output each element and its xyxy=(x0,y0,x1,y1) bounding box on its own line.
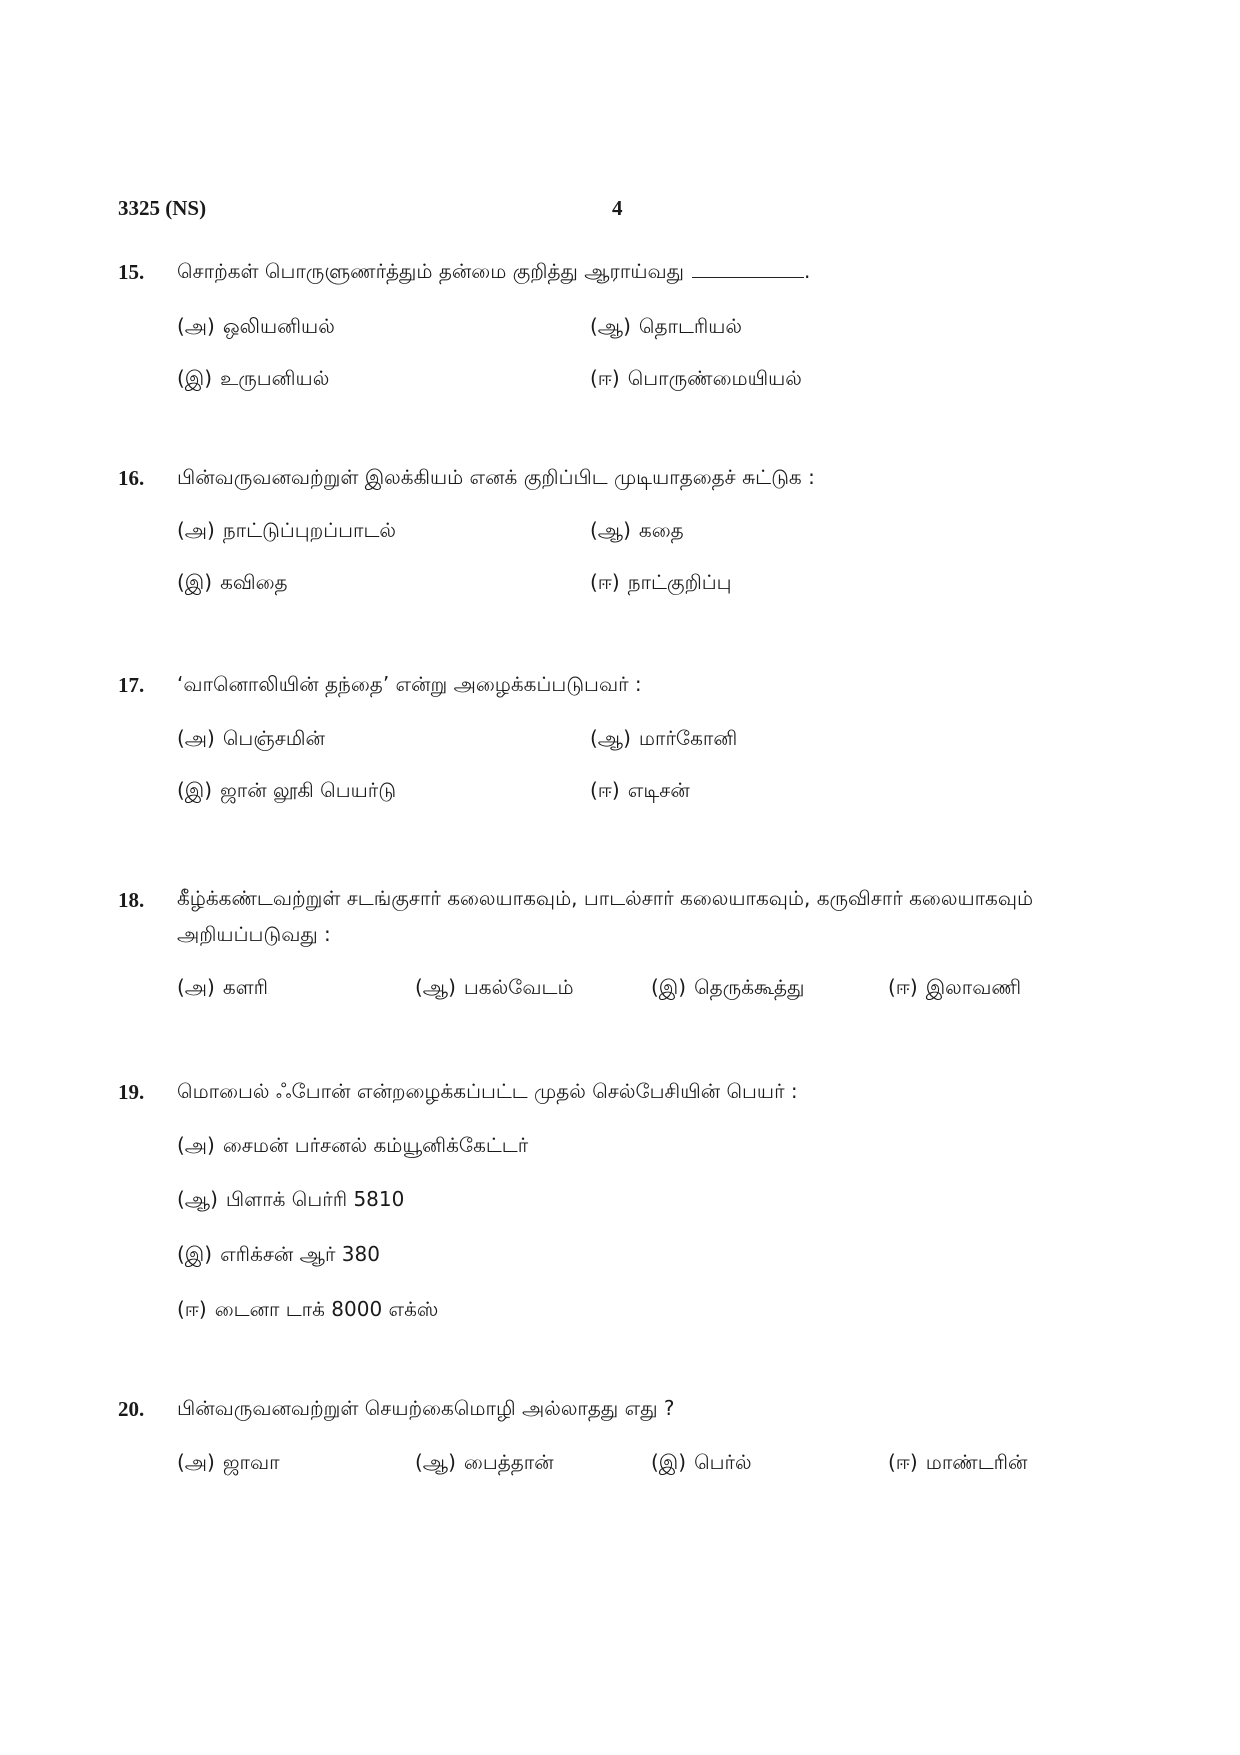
option-text: எடிசன் xyxy=(627,778,690,802)
option-i xyxy=(651,975,804,1002)
answer-blank xyxy=(692,276,804,278)
option-label: (அ) xyxy=(177,726,215,750)
option-text: பகல்வேடம் xyxy=(463,975,574,999)
option-a xyxy=(177,518,396,545)
option-label: (இ) xyxy=(177,1242,213,1266)
option-label: (ஈ) xyxy=(590,570,620,594)
option-i xyxy=(177,778,396,805)
option-label: (ஆ) xyxy=(177,1187,218,1211)
option-label: (இ) xyxy=(177,570,213,594)
option-i xyxy=(177,1242,380,1269)
option-label: (ஆ) xyxy=(415,1450,456,1474)
option-text: பொருண்மையியல் xyxy=(627,366,802,390)
option-a xyxy=(177,1133,528,1160)
question-number: 16. xyxy=(118,466,145,490)
option-text: களரி xyxy=(222,975,269,999)
option-label: (இ) xyxy=(651,975,687,999)
option-text: நாட்டுப்புறப்பாடல் xyxy=(222,518,397,542)
option-text: உருபனியல் xyxy=(220,366,330,390)
option-text: தொடரியல் xyxy=(638,314,743,338)
option-a xyxy=(177,975,268,1002)
option-label: (அ) xyxy=(177,1133,215,1157)
question-number: 17. xyxy=(118,673,145,697)
option-text: பைத்தான் xyxy=(463,1450,554,1474)
question-text: மொபைல் ஃபோன் என்றழைக்கப்பட்ட முதல் செல்பேசியின் பெயர் : xyxy=(177,1079,798,1103)
option-label: (ஆ) xyxy=(415,975,456,999)
option-text: சைமன் பர்சனல் கம்யூனிக்கேட்டர் xyxy=(222,1133,529,1157)
option-i xyxy=(177,570,288,597)
option-label: (இ) xyxy=(177,366,213,390)
option-text: ஜாவா xyxy=(222,1450,280,1474)
option-label: (அ) xyxy=(177,518,215,542)
option-label: (ஆ) xyxy=(590,726,631,750)
option-ii xyxy=(590,570,732,597)
option-aa xyxy=(590,518,684,545)
option-label: (ஈ) xyxy=(888,975,918,999)
option-ii xyxy=(177,1297,438,1324)
option-label: (ஆ) xyxy=(590,518,631,542)
option-text: பிளாக் பெர்ரி 5810 xyxy=(225,1187,405,1211)
option-a xyxy=(177,726,325,753)
option-i xyxy=(177,366,329,393)
option-i xyxy=(651,1450,752,1477)
exam-code: 3325 (NS) xyxy=(118,196,207,220)
page-number: 4 xyxy=(612,196,623,220)
question-text: பின்வருவனவற்றுள் இலக்கியம் எனக் குறிப்பிட முடியாததைச் சுட்டுக : xyxy=(177,465,815,489)
option-text: எரிக்சன் ஆர் 380 xyxy=(220,1242,380,1266)
option-text: டைனா டாக் 8000 எக்ஸ் xyxy=(214,1297,439,1321)
question-number: 18. xyxy=(118,888,145,912)
option-ii xyxy=(590,366,802,393)
question-text: சொற்கள் பொருளுணர்த்தும் தன்மை குறித்து ஆராய்வது . xyxy=(177,259,811,283)
option-text: ஜான் லூகி பெயர்டு xyxy=(220,778,397,802)
option-ii xyxy=(888,975,1021,1002)
question-number: 19. xyxy=(118,1080,145,1104)
option-label: (அ) xyxy=(177,314,215,338)
question-number: 15. xyxy=(118,260,145,284)
question-number: 20. xyxy=(118,1397,145,1421)
option-label: (இ) xyxy=(651,1450,687,1474)
option-label: (ஈ) xyxy=(590,778,620,802)
option-text: கவிதை xyxy=(220,570,288,594)
option-a xyxy=(177,1450,280,1477)
option-text: ஒலியனியல் xyxy=(222,314,335,338)
option-label: (இ) xyxy=(177,778,213,802)
option-text: மார்கோனி xyxy=(638,726,738,750)
option-aa xyxy=(415,975,574,1002)
option-aa xyxy=(415,1450,554,1477)
option-text: நாட்குறிப்பு xyxy=(627,570,732,594)
option-text: பெஞ்சமின் xyxy=(222,726,325,750)
option-label: (ஈ) xyxy=(177,1297,207,1321)
option-a xyxy=(177,314,335,341)
option-label: (ஆ) xyxy=(590,314,631,338)
option-aa xyxy=(590,314,742,341)
question-text: ‘வானொலியின் தந்தை’ என்று அழைக்கப்படுபவர் : xyxy=(177,672,642,696)
question-text: கீழ்க்கண்டவற்றுள் சடங்குசார் கலையாகவும், பாடல்சார் கலையாகவும், கருவிசார் கலையாகவும் அறியப்படுவது : xyxy=(177,886,1034,946)
option-ii xyxy=(590,778,690,805)
option-aa xyxy=(590,726,737,753)
option-text: தெருக்கூத்து xyxy=(694,975,805,999)
option-aa xyxy=(177,1187,404,1214)
option-text: கதை xyxy=(638,518,684,542)
option-label: (ஈ) xyxy=(888,1450,918,1474)
option-label: (அ) xyxy=(177,975,215,999)
option-ii xyxy=(888,1450,1027,1477)
question-text: பின்வருவனவற்றுள் செயற்கைமொழி அல்லாதது எது ? xyxy=(177,1396,675,1420)
option-text: மாண்டரின் xyxy=(925,1450,1028,1474)
option-text: பெர்ல் xyxy=(694,1450,752,1474)
option-label: (ஈ) xyxy=(590,366,620,390)
option-label: (அ) xyxy=(177,1450,215,1474)
option-text: இலாவணி xyxy=(925,975,1022,999)
